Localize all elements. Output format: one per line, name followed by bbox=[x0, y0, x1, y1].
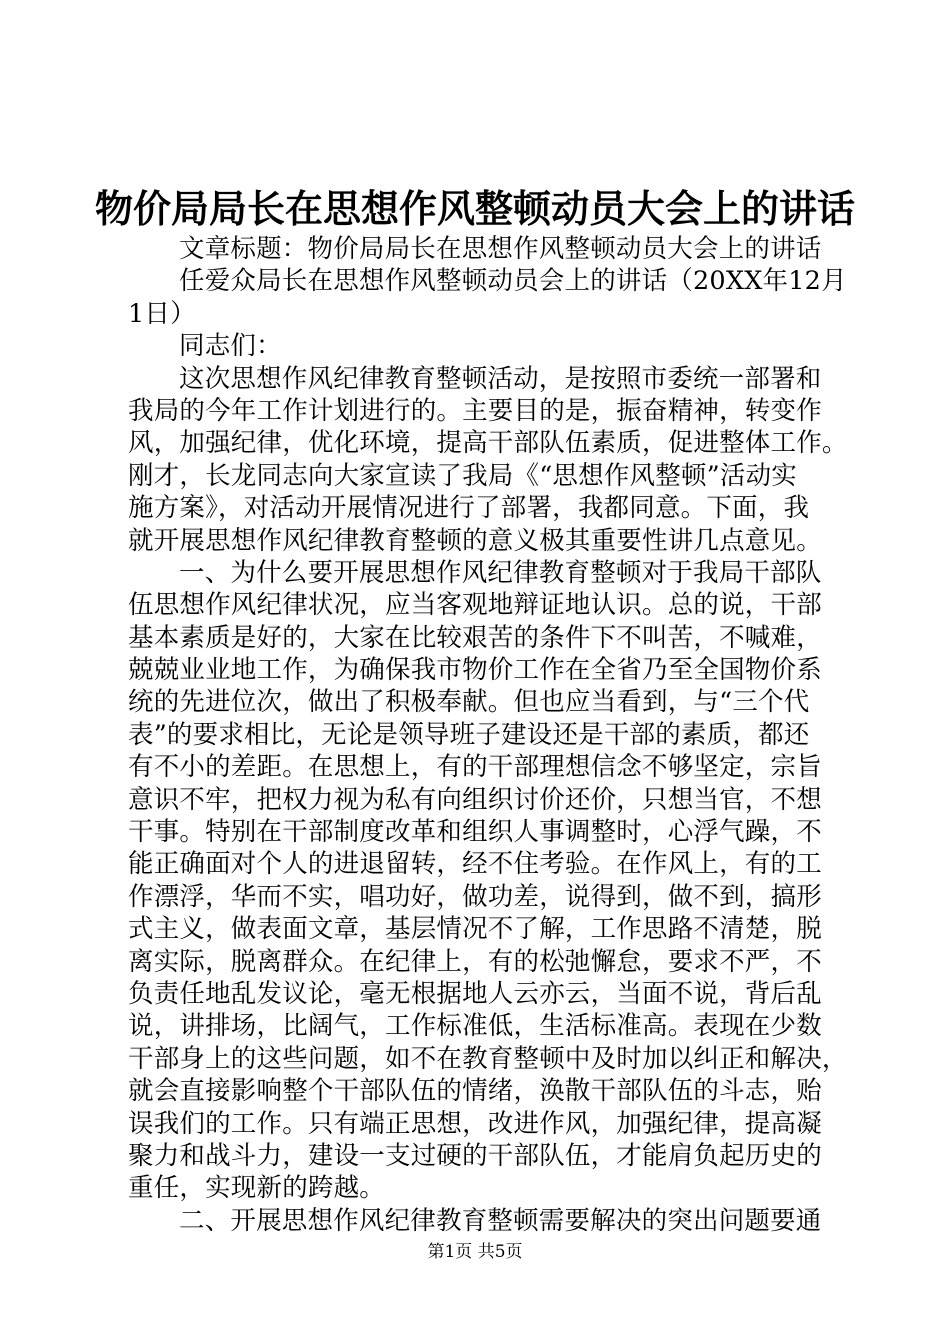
document-body bbox=[128, 233, 848, 1237]
paragraph-line: 我局的今年工作计划进行的。主要目的是，振奋精神，转变作 bbox=[128, 395, 822, 426]
paragraph-line: 就开展思想作风纪律教育整顿的意义极其重要性讲几点意见。 bbox=[128, 525, 822, 556]
paragraph-line: 作漂浮，华而不实，唱功好，做功差，说得到，做不到，搞形 bbox=[128, 881, 822, 912]
section-one-line: 一、为什么要开展思想作风纪律教育整顿对于我局干部队 bbox=[179, 557, 822, 588]
paragraph-line: 离实际，脱离群众。在纪律上，有的松弛懈怠，要求不严，不 bbox=[128, 946, 822, 977]
paragraph-line: 意识不牢，把权力视为私有向组织讨价还价，只想当官，不想 bbox=[128, 784, 822, 815]
page-number-footer: 第1页 共5页 bbox=[427, 1242, 523, 1262]
paragraph-line: 表”的要求相比，无论是领导班子建设还是干部的素质，都还 bbox=[128, 719, 810, 750]
paragraph-line: 重任，实现新的跨越。 bbox=[128, 1173, 386, 1204]
paragraph-line: 这次思想作风纪律教育整顿活动，是按照市委统一部署和 bbox=[179, 363, 822, 394]
salutation-line: 同志们： bbox=[179, 331, 282, 362]
paragraph-line: 误我们的工作。只有端正思想，改进作风，加强纪律，提高凝 bbox=[128, 1108, 822, 1139]
paragraph-line: 式主义，做表面文章，基层情况不了解，工作思路不清楚，脱 bbox=[128, 914, 822, 945]
paragraph-line: 就会直接影响整个干部队伍的情绪，涣散干部队伍的斗志，贻 bbox=[128, 1076, 822, 1107]
paragraph-line: 说，讲排场，比阔气，工作标准低，生活标准高。表现在少数 bbox=[128, 1011, 822, 1042]
paragraph-line: 干部身上的这些问题，如不在教育整顿中及时加以纠正和解决， bbox=[128, 1043, 848, 1074]
paragraph-line: 刚才，长龙同志向大家宣读了我局《“思想作风整顿”活动实 bbox=[128, 460, 797, 491]
paragraph-line: 施方案》，对活动开展情况进行了部署，我都同意。下面，我 bbox=[128, 493, 810, 524]
paragraph-line: 聚力和战斗力，建设一支过硬的干部队伍，才能肩负起历史的 bbox=[128, 1140, 822, 1171]
paragraph-line: 风，加强纪律，优化环境，提高干部队伍素质，促进整体工作。 bbox=[128, 428, 848, 459]
paragraph-line: 基本素质是好的，大家在比较艰苦的条件下不叫苦，不喊难， bbox=[128, 622, 822, 653]
paragraph-line: 统的先进位次，做出了积极奉献。但也应当看到，与“三个代 bbox=[128, 687, 810, 718]
article-title-line: 文章标题：物价局局长在思想作风整顿动员大会上的讲话 bbox=[179, 234, 822, 264]
speech-heading-line: 任爱众局长在思想作风整顿动员会上的讲话（20XX年12月 bbox=[179, 266, 847, 297]
paragraph-line: 能正确面对个人的进退留转，经不住考验。在作风上，有的工 bbox=[128, 849, 822, 880]
paragraph-line: 负责任地乱发议论，毫无根据地人云亦云，当面不说，背后乱 bbox=[128, 978, 822, 1009]
section-two-line: 二、开展思想作风纪律教育整顿需要解决的突出问题要通 bbox=[179, 1205, 822, 1236]
speech-heading-line-cont: 1日） bbox=[128, 298, 196, 329]
paragraph-line: 有不小的差距。在思想上，有的干部理想信念不够坚定，宗旨 bbox=[128, 752, 822, 783]
paragraph-line: 伍思想作风纪律状况，应当客观地辩证地认识。总的说，干部 bbox=[128, 590, 822, 621]
paragraph-line: 兢兢业业地工作，为确保我市物价工作在全省乃至全国物价系 bbox=[128, 655, 822, 686]
paragraph-line: 干事。特别在干部制度改革和组织人事调整时，心浮气躁，不 bbox=[128, 817, 822, 848]
document-title: 物价局局长在思想作风整顿动员大会上的讲话 bbox=[94, 186, 855, 231]
